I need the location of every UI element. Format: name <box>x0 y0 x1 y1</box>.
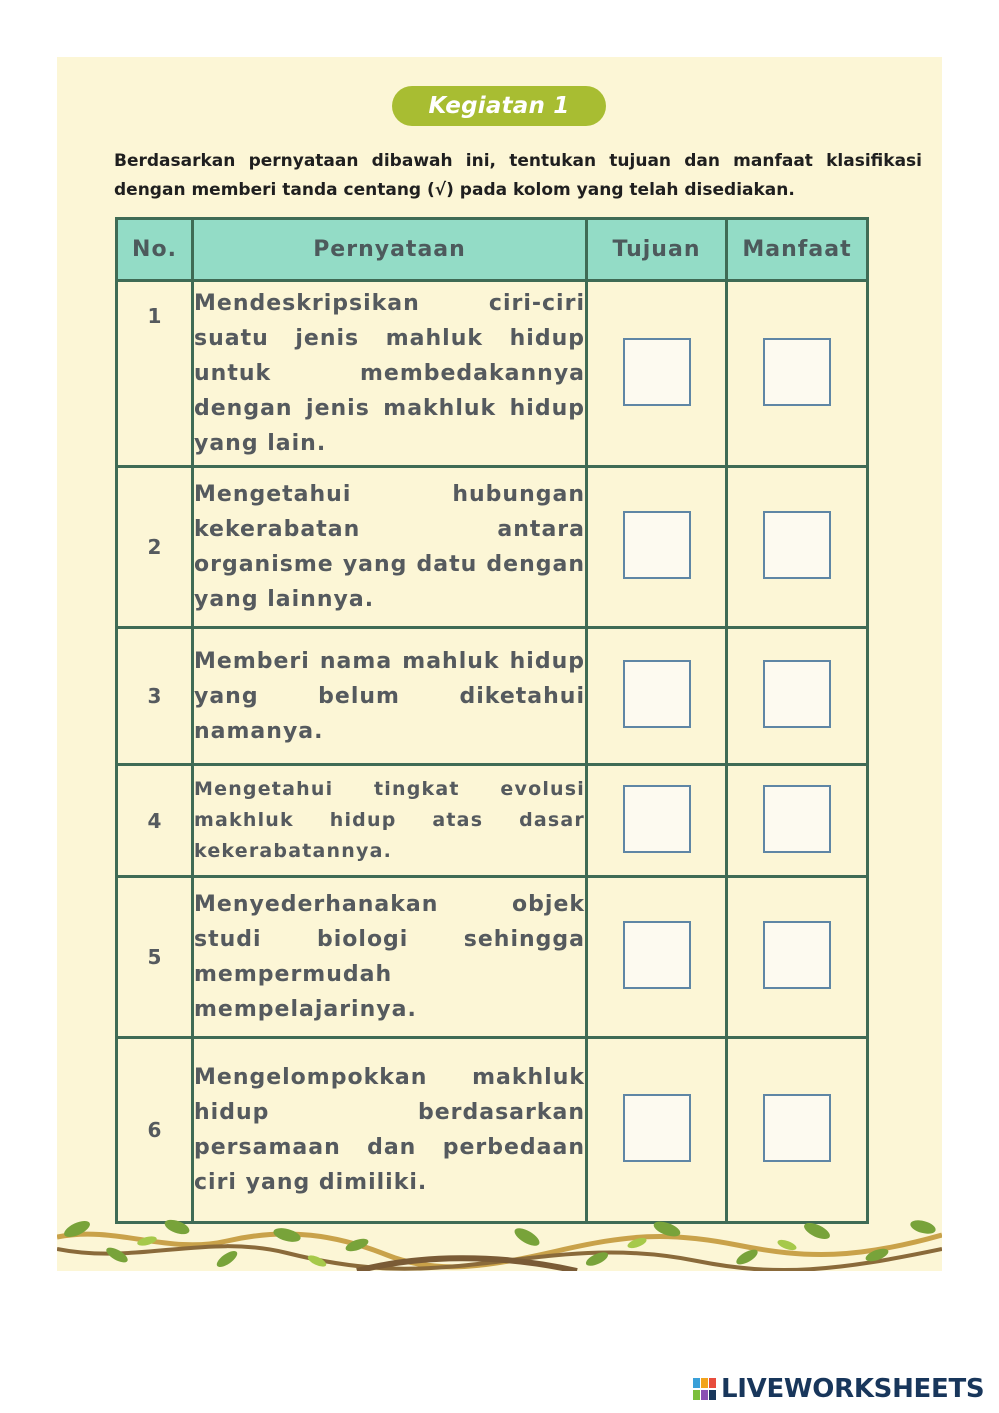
row-number: 4 <box>117 765 193 877</box>
manfaat-checkbox[interactable] <box>763 785 831 853</box>
header-no: No. <box>117 219 193 281</box>
tujuan-cell <box>587 467 727 628</box>
row-number: 2 <box>117 467 193 628</box>
manfaat-cell <box>727 1038 868 1223</box>
manfaat-checkbox[interactable] <box>763 1094 831 1162</box>
tujuan-checkbox[interactable] <box>623 921 691 989</box>
tujuan-cell <box>587 765 727 877</box>
vine-decoration <box>57 1215 942 1271</box>
manfaat-cell <box>727 765 868 877</box>
tujuan-checkbox[interactable] <box>623 660 691 728</box>
table-row <box>117 765 868 877</box>
header-statement: Pernyataan <box>193 219 587 281</box>
liveworksheets-logo-icon <box>692 1376 718 1402</box>
instructions-text: Berdasarkan pernyataan dibawah ini, tentukan tujuan dan manfaat klasifikasi dengan memberi tanda centang (√) pada kolom yang telah disediakan. <box>114 151 922 200</box>
tujuan-cell <box>587 1038 727 1223</box>
row-number: 6 <box>117 1038 193 1223</box>
table-row <box>117 628 868 765</box>
row-statement: Memberi nama mahluk hidup yang belum diketahui namanya. <box>193 628 587 765</box>
tujuan-cell <box>587 877 727 1038</box>
row-number: 5 <box>117 877 193 1038</box>
row-number: 1 <box>117 281 193 467</box>
logo-text: LIVEWORKSHEETS <box>721 1374 985 1404</box>
tujuan-checkbox[interactable] <box>623 511 691 579</box>
manfaat-checkbox[interactable] <box>763 921 831 989</box>
row-statement: Mendeskripsikan ciri-ciri suatu jenis mahluk hidup untuk membedakannya dengan jenis makhluk hidup yang lain. <box>193 281 587 467</box>
tujuan-cell <box>587 628 727 765</box>
table-row <box>117 1038 868 1223</box>
tujuan-checkbox[interactable] <box>623 338 691 406</box>
row-statement: Mengetahui tingkat evolusi makhluk hidup atas dasar kekerabatannya. <box>193 765 587 877</box>
tujuan-checkbox[interactable] <box>623 1094 691 1162</box>
row-statement: Menyederhanakan objek studi biologi sehingga mempermudah mempelajarinya. <box>193 877 587 1038</box>
manfaat-cell <box>727 467 868 628</box>
manfaat-cell <box>727 877 868 1038</box>
manfaat-cell <box>727 628 868 765</box>
row-statement: Mengelompokkan makhluk hidup berdasarkan persamaan dan perbedaan ciri yang dimiliki. <box>193 1038 587 1223</box>
activity-title: Kegiatan 1 <box>392 86 606 126</box>
liveworksheets-logo[interactable] <box>692 1375 984 1403</box>
classification-table <box>115 217 869 1224</box>
manfaat-checkbox[interactable] <box>763 511 831 579</box>
manfaat-checkbox[interactable] <box>763 338 831 406</box>
tujuan-checkbox[interactable] <box>623 785 691 853</box>
manfaat-checkbox[interactable] <box>763 660 831 728</box>
header-manfaat: Manfaat <box>727 219 868 281</box>
table-row <box>117 467 868 628</box>
worksheet-page <box>57 57 942 1271</box>
table-row <box>117 281 868 467</box>
header-tujuan: Tujuan <box>587 219 727 281</box>
row-number: 3 <box>117 628 193 765</box>
table-header-row <box>117 219 868 281</box>
row-statement: Mengetahui hubungan kekerabatan antara organisme yang datu dengan yang lainnya. <box>193 467 587 628</box>
tujuan-cell <box>587 281 727 467</box>
table-row <box>117 877 868 1038</box>
manfaat-cell <box>727 281 868 467</box>
